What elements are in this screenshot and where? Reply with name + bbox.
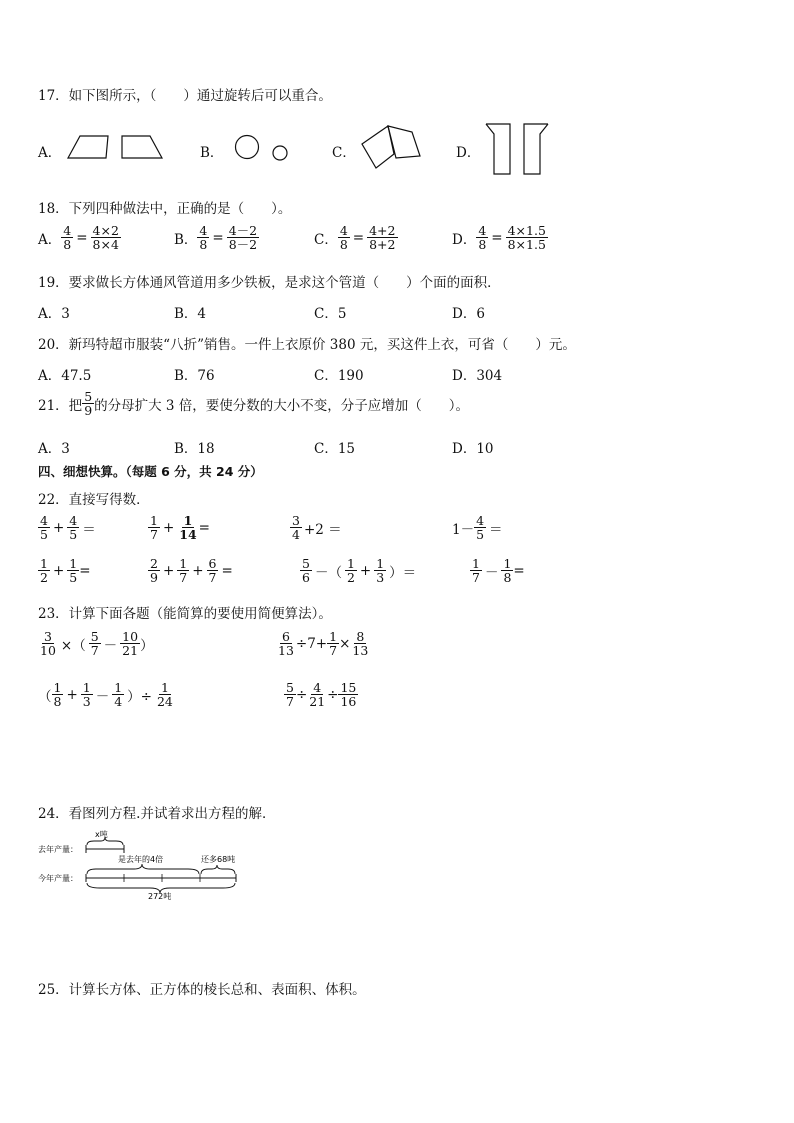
fraction: $\frac{4-2}{8-2}$	[228, 223, 258, 253]
q19-stem: 19．要求做长方体通风管道用多少铁板，是求这个管道（ ）个面的面积．	[38, 275, 501, 291]
q21-option-c[interactable]: C．15	[314, 441, 356, 457]
fraction: $\frac{4}{5}$	[476, 513, 485, 543]
equals-sign: =	[212, 229, 224, 246]
q20-option-c[interactable]: C．190	[314, 368, 364, 384]
fraction: $\frac{4}{8}$	[478, 223, 487, 253]
q21-option-d[interactable]: D．10	[452, 441, 494, 457]
operator: +	[359, 562, 372, 579]
fraction: $\frac{1}{2}$	[346, 556, 355, 586]
q18-option-a-label: A．	[38, 231, 62, 248]
q18-option-d-label: D．	[452, 231, 477, 248]
fraction: $\frac{10}{21}$	[122, 629, 139, 659]
q22-expr-1	[38, 514, 99, 541]
q18-stem: 18．下列四种做法中，正确的是（ ）。	[38, 201, 292, 217]
fraction: $\frac{15}{16}$	[340, 680, 357, 710]
fraction: $\frac{1}{5}$	[69, 556, 78, 586]
line-segment-diagram	[38, 828, 258, 900]
closing-paren: ）	[140, 637, 154, 654]
fraction: $\frac{1}{7}$	[329, 629, 338, 659]
fraction: $\frac{5}{6}$	[302, 556, 310, 586]
equals-sign: =	[198, 519, 210, 536]
q20-option-d[interactable]: D．304	[452, 368, 503, 384]
q23-expr-3	[38, 681, 175, 708]
q19-option-b[interactable]: B．4	[174, 306, 207, 322]
fraction: $\frac{1}{7}$	[472, 556, 480, 586]
q18-option-c[interactable]	[314, 224, 398, 251]
opening-paren: （	[38, 688, 52, 705]
operator: ）÷	[127, 688, 152, 705]
q21-option-b[interactable]: B．18	[174, 441, 215, 457]
q17-option-c-label[interactable]: C．	[332, 145, 356, 161]
equals-sign: =	[491, 229, 503, 246]
operator: －	[95, 688, 110, 705]
trapezoid-pair-icon	[68, 134, 168, 160]
fraction: $\frac{6}{7}$	[208, 556, 217, 586]
fraction: $\frac{6}{13}$	[278, 629, 294, 659]
fraction: $\frac{1}{3}$	[376, 556, 385, 586]
q18-option-d[interactable]	[452, 224, 548, 251]
q23-expr-4	[284, 681, 358, 708]
equals-sign: ＝	[489, 521, 503, 538]
q20-stem: 20．新玛特超市服装“八折”销售。一件上衣原价 380 元，买这件上衣，可省（ ）元。	[38, 337, 576, 353]
fraction: $\frac{4+2}{8+2}$	[369, 223, 396, 253]
fraction: $\frac{4}{8}$	[63, 223, 72, 253]
q22-expr-4	[452, 514, 506, 541]
diagram-label-x: x吨	[95, 830, 108, 839]
fraction: $\frac{1}{7}$	[150, 513, 158, 543]
q21-option-a[interactable]: A．3	[38, 441, 70, 457]
fraction: $\frac{4}{21}$	[309, 680, 326, 710]
operator: ÷7+	[295, 635, 328, 652]
expression-tail: +2 ＝	[303, 521, 342, 538]
q17-option-b-label[interactable]: B．	[200, 145, 224, 161]
q17-stem: 17．如下图所示，（ ）通过旋转后可以重合。	[38, 88, 332, 104]
q22-stem: 22．直接写得数．	[38, 492, 150, 508]
fraction: $\frac{1}{8}$	[503, 556, 512, 586]
operator: ×（	[60, 637, 86, 654]
q22-expr-7	[300, 557, 419, 584]
operator: －	[103, 637, 118, 654]
q23-expr-1	[38, 630, 154, 657]
equals-sign: =	[513, 562, 525, 579]
fraction: $\frac{1}{4}$	[114, 680, 123, 710]
q18-option-b-label: B．	[174, 231, 198, 248]
fraction: $\frac{4}{8}$	[339, 223, 348, 253]
diagram-label-more: 还多68吨	[201, 855, 236, 864]
fraction: $\frac{4\times 1.5}{8\times 1.5}$	[507, 223, 546, 253]
operator: ÷	[327, 686, 339, 703]
operator: +	[162, 562, 175, 579]
equals-sign: ＝	[82, 521, 96, 538]
q18-option-a[interactable]	[38, 224, 121, 251]
q20-option-b[interactable]: B．76	[174, 368, 215, 384]
operator: +	[52, 519, 65, 536]
q25-stem: 25．计算长方体、正方体的棱长总和、表面积、体积。	[38, 982, 366, 998]
operator: +	[192, 562, 204, 579]
q17-option-d-label[interactable]: D．	[456, 145, 481, 161]
q22-expr-2	[148, 514, 210, 541]
equals-sign: =	[76, 229, 88, 246]
equals-sign: =	[79, 562, 91, 579]
fraction: $\frac{1}{2}$	[40, 556, 48, 586]
fraction: $\frac{8}{13}$	[352, 629, 369, 659]
fraction: $\frac{3}{10}$	[40, 629, 56, 659]
operator: －（	[314, 564, 342, 581]
q21-stem-prefix: 21．把	[38, 397, 83, 414]
fraction: $\frac{1}{3}$	[82, 680, 91, 710]
operator: ×	[339, 635, 351, 652]
q19-option-d[interactable]: D．6	[452, 306, 485, 322]
diagram-label-last-year: 去年产量：	[38, 845, 78, 854]
fraction: $\frac{4\times 2}{8\times 4}$	[92, 223, 119, 253]
fraction: $\frac{5}{7}$	[90, 629, 99, 659]
diagram-label-total: 272吨	[148, 892, 172, 901]
operator: +	[66, 686, 78, 703]
fraction: $\frac{1}{14}$	[179, 513, 197, 543]
fraction: $\frac{2}{9}$	[150, 556, 158, 586]
circle-pair-icon	[232, 134, 302, 164]
q19-option-c[interactable]: C．5	[314, 306, 347, 322]
q23-stem: 23．计算下面各题（能简算的要使用简便算法）。	[38, 606, 332, 622]
q22-expr-5	[38, 557, 91, 584]
expression-head: 1－	[452, 521, 475, 538]
q23-expr-2	[276, 630, 370, 657]
q18-option-b[interactable]	[174, 224, 259, 251]
fraction: $\frac{1}{7}$	[179, 556, 188, 586]
q19-option-a[interactable]: A．3	[38, 306, 70, 322]
q18-option-c-label: C．	[314, 231, 338, 248]
q21-stem-suffix: 的分母扩大 3 倍，要使分数的大小不变，分子应增加（ ）。	[94, 397, 470, 414]
mirrored-L-pair-icon	[484, 122, 554, 178]
diagram-label-times: 是去年的4倍	[118, 855, 164, 864]
fraction: $\frac{4}{8}$	[199, 223, 208, 253]
fraction: $\frac{3}{4}$	[292, 513, 300, 543]
rotated-pentagon-pair-icon	[360, 124, 430, 174]
equals-sign: =	[352, 229, 365, 246]
fraction: $\frac{5}{7}$	[286, 680, 294, 710]
q22-expr-8	[470, 557, 525, 584]
fraction: $\frac{1}{8}$	[53, 680, 62, 710]
q20-option-a[interactable]: A．47.5	[38, 368, 92, 384]
equals-sign: =	[221, 562, 233, 579]
fraction: $\frac{5}{9}$	[84, 389, 93, 419]
operator: +	[52, 562, 65, 579]
fraction: $\frac{1}{24}$	[156, 680, 173, 710]
fraction: $\frac{4}{5}$	[69, 513, 78, 543]
diagram-label-this-year: 今年产量：	[38, 874, 78, 883]
q17-option-a-label[interactable]: A．	[38, 145, 62, 161]
section-heading: 四、细想快算。（每题 6 分，共 24 分）	[38, 464, 263, 479]
operator: ÷	[295, 686, 308, 703]
q22-expr-3	[290, 514, 342, 541]
q22-expr-6	[148, 557, 236, 584]
q21-stem	[38, 390, 469, 417]
fraction: $\frac{4}{5}$	[40, 513, 48, 543]
operator: －	[484, 564, 499, 581]
operator: +	[162, 519, 175, 536]
q24-stem: 24．看图列方程.并试着求出方程的解．	[38, 806, 276, 822]
equals-sign: ）＝	[389, 564, 417, 581]
